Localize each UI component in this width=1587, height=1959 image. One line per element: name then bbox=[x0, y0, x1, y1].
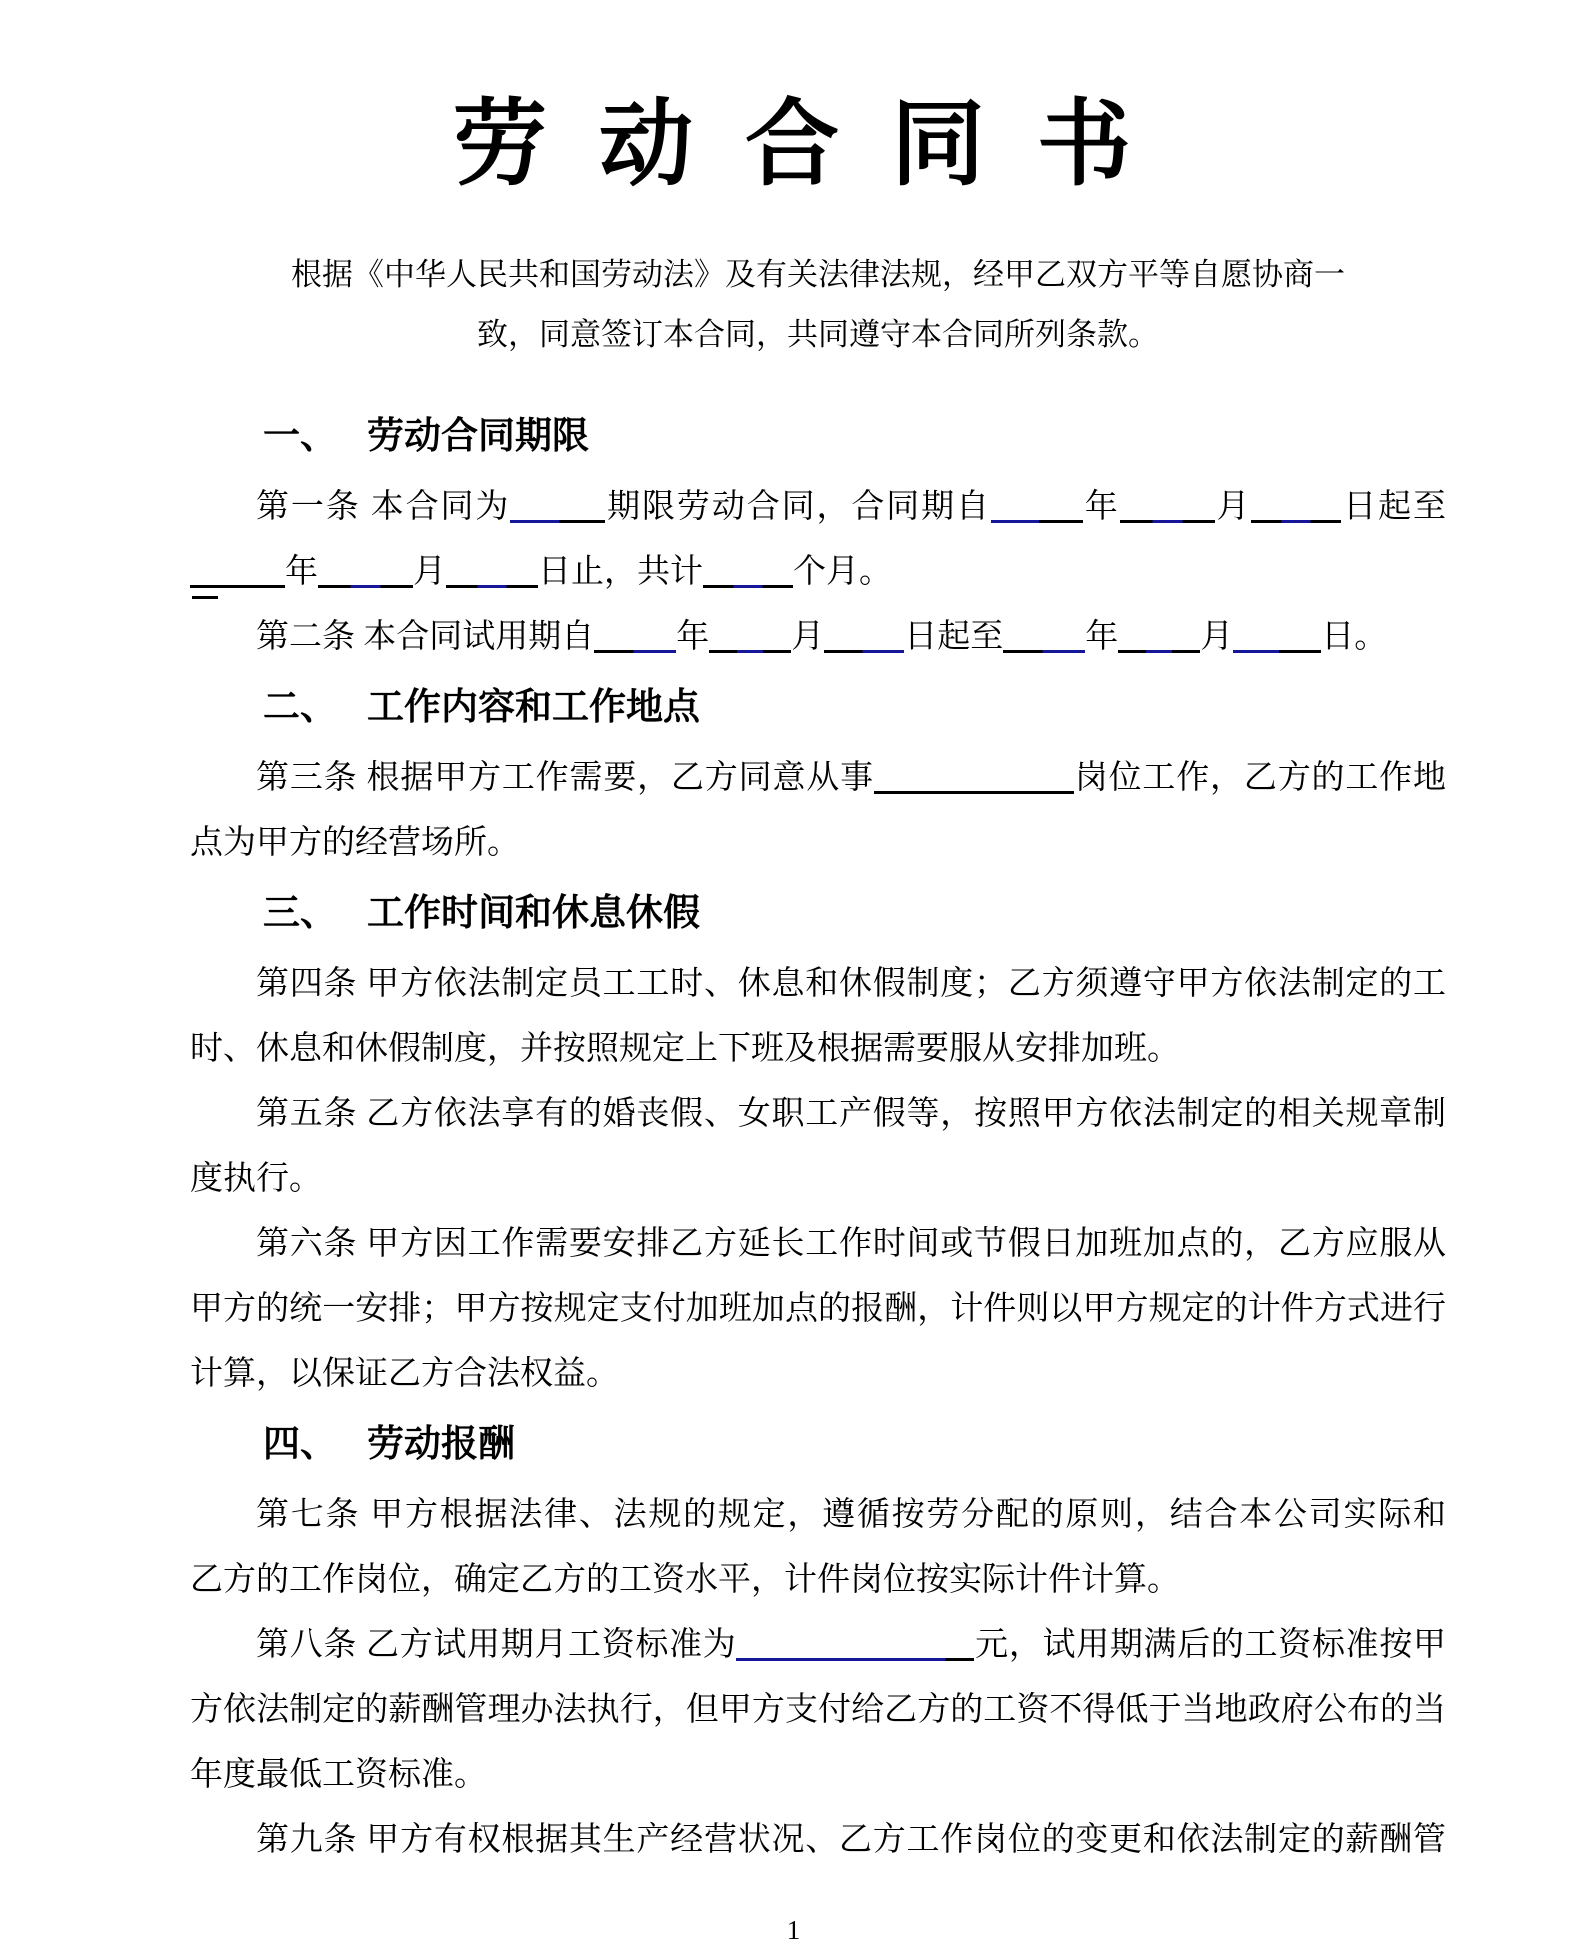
section-number: 四、 bbox=[263, 1424, 337, 1465]
article-line bbox=[190, 1548, 1446, 1613]
article-5 bbox=[190, 1082, 1446, 1212]
page-number: 1 bbox=[786, 1915, 801, 1945]
section-title: 工作内容和工作地点 bbox=[367, 687, 700, 728]
text-run: 点为甲方的经营场所。 bbox=[190, 825, 520, 861]
text-run: 第一条 本合同为 bbox=[256, 489, 511, 525]
stray-underscore bbox=[192, 596, 218, 599]
intro-paragraph bbox=[190, 245, 1446, 365]
article-2 bbox=[190, 605, 1446, 670]
text-run: 日起至 bbox=[904, 619, 1004, 655]
text-run: 计算，以保证乙方合法权益。 bbox=[190, 1356, 619, 1392]
fill-in-blank[interactable] bbox=[991, 509, 1083, 523]
article-line bbox=[190, 1613, 1446, 1678]
fill-in-blank[interactable] bbox=[190, 574, 285, 588]
fill-in-blank[interactable] bbox=[1118, 639, 1200, 653]
text-run: 年 bbox=[1085, 619, 1119, 655]
article-line bbox=[190, 605, 1446, 670]
text-run: 时、休息和休假制度，并按照规定上下班及根据需要服从安排加班。 bbox=[190, 1031, 1180, 1067]
article-line bbox=[190, 811, 1446, 876]
text-run: 度执行。 bbox=[190, 1161, 322, 1197]
text-run: 年 bbox=[1082, 489, 1120, 525]
intro-line-2: 致，同意签订本合同，共同遵守本合同所列条款。 bbox=[477, 317, 1159, 352]
text-run: 第五条 乙方依法享有的婚丧假、女职工产假等，按照甲方依法制定的相关规章制 bbox=[256, 1096, 1446, 1132]
section-number: 二、 bbox=[263, 687, 337, 728]
text-run: 第八条 乙方试用期月工资标准为 bbox=[256, 1627, 737, 1663]
section-number: 一、 bbox=[263, 416, 337, 457]
article-line bbox=[190, 1277, 1446, 1342]
text-run: 第三条 根据甲方工作需要，乙方同意从事 bbox=[256, 760, 874, 796]
article-3 bbox=[190, 746, 1446, 876]
text-run: 第七条 甲方根据法律、法规的规定，遵循按劳分配的原则，结合本公司实际和 bbox=[256, 1497, 1446, 1533]
article-line bbox=[190, 1678, 1446, 1743]
text-run: 月 bbox=[1214, 489, 1252, 525]
fill-in-blank[interactable] bbox=[1003, 639, 1085, 653]
fill-in-blank[interactable] bbox=[446, 574, 538, 588]
article-line bbox=[190, 1342, 1446, 1407]
text-run: 日。 bbox=[1321, 619, 1388, 655]
fill-in-blank[interactable] bbox=[318, 574, 413, 588]
text-run: 方依法制定的薪酬管理办法执行，但甲方支付给乙方的工资不得低于当地政府公布的当 bbox=[190, 1692, 1446, 1728]
article-6 bbox=[190, 1212, 1446, 1407]
text-run: 月 bbox=[413, 554, 446, 590]
text-run: 元，试用期满后的工资标准按甲 bbox=[974, 1627, 1447, 1663]
fill-in-blank[interactable] bbox=[709, 639, 791, 653]
article-1 bbox=[190, 475, 1446, 605]
fill-in-blank[interactable] bbox=[510, 509, 605, 523]
text-run: 第六条 甲方因工作需要安排乙方延长工作时间或节假日加班加点的，乙方应服从 bbox=[256, 1226, 1446, 1262]
section-heading bbox=[190, 1415, 1446, 1475]
section-title: 劳动报酬 bbox=[367, 1424, 515, 1465]
text-run: 乙方的工作岗位，确定乙方的工资水平，计件岗位按实际计件计算。 bbox=[190, 1562, 1180, 1598]
section-heading bbox=[190, 678, 1446, 738]
intro-line-1: 根据《中华人民共和国劳动法》及有关法律法规，经甲乙双方平等自愿协商一 bbox=[291, 257, 1345, 292]
fill-in-blank[interactable] bbox=[1233, 639, 1321, 653]
article-line bbox=[190, 1808, 1446, 1873]
article-line bbox=[190, 1212, 1446, 1277]
fill-in-blank[interactable] bbox=[1251, 509, 1341, 523]
text-run: 期限劳动合同，合同期自 bbox=[605, 489, 991, 525]
fill-in-blank[interactable] bbox=[824, 639, 904, 653]
article-7 bbox=[190, 1483, 1446, 1613]
text-run: 日止，共计 bbox=[538, 554, 703, 590]
text-run: 年 bbox=[676, 619, 710, 655]
article-line bbox=[190, 475, 1446, 540]
fill-in-blank[interactable] bbox=[594, 639, 676, 653]
fill-in-blank[interactable] bbox=[874, 780, 1074, 794]
article-line bbox=[190, 1147, 1446, 1212]
article-line bbox=[190, 1743, 1446, 1808]
article-line bbox=[190, 746, 1446, 811]
article-line bbox=[190, 1082, 1446, 1147]
text-run: 年度最低工资标准。 bbox=[190, 1757, 487, 1793]
text-run: 岗位工作，乙方的工作地 bbox=[1073, 760, 1447, 796]
text-run: 第二条 本合同试用期自 bbox=[256, 619, 595, 655]
section-heading bbox=[190, 407, 1446, 467]
text-run: 第九条 甲方有权根据其生产经营状况、乙方工作岗位的变更和依法制定的薪酬管 bbox=[256, 1822, 1446, 1858]
fill-in-blank[interactable] bbox=[1120, 509, 1215, 523]
article-line bbox=[190, 952, 1446, 1017]
article-line bbox=[190, 1017, 1446, 1082]
section-heading bbox=[190, 884, 1446, 944]
text-run: 年 bbox=[285, 554, 318, 590]
article-8 bbox=[190, 1613, 1446, 1808]
text-run: 月 bbox=[1200, 619, 1234, 655]
text-run: 甲方的统一安排；甲方按规定支付加班加点的报酬，计件则以甲方规定的计件方式进行 bbox=[190, 1291, 1446, 1327]
section-title: 劳动合同期限 bbox=[367, 416, 589, 457]
article-line bbox=[190, 540, 1446, 605]
document-title: 劳动合同书 bbox=[452, 93, 1183, 197]
text-run: 个月。 bbox=[793, 554, 892, 590]
article-line bbox=[190, 1483, 1446, 1548]
text-run: 第四条 甲方依法制定员工工时、休息和休假制度；乙方须遵守甲方依法制定的工 bbox=[256, 966, 1446, 1002]
fill-in-blank[interactable] bbox=[703, 574, 793, 588]
fill-in-blank[interactable] bbox=[736, 1647, 974, 1661]
section-title: 工作时间和休息休假 bbox=[367, 893, 700, 934]
text-run: 月 bbox=[791, 619, 825, 655]
text-run: 日起至 bbox=[1341, 489, 1447, 525]
document-body bbox=[190, 407, 1446, 1873]
section-number: 三、 bbox=[263, 893, 337, 934]
article-4 bbox=[190, 952, 1446, 1082]
article-9 bbox=[190, 1808, 1446, 1873]
